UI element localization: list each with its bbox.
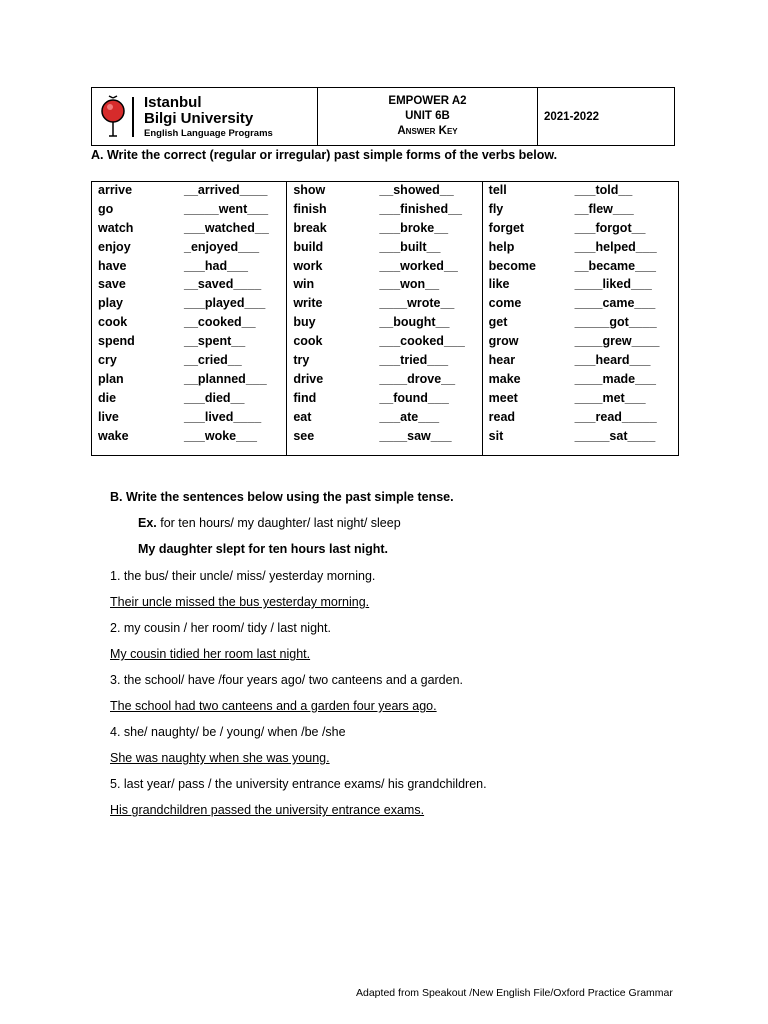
base-verb: read <box>488 409 516 424</box>
base-verb: enjoy <box>98 239 131 254</box>
base-verb: build <box>293 239 324 254</box>
exercise-answer: My cousin tidied her room last night. <box>110 647 311 661</box>
base-verb: cry <box>98 353 117 368</box>
base-verb: try <box>293 353 310 368</box>
base-verb: work <box>293 258 323 273</box>
logo-text <box>144 95 273 139</box>
past-form-answer: __arrived____ <box>184 183 268 197</box>
verb-row <box>287 353 481 372</box>
past-form-answer: __cooked__ <box>184 315 256 330</box>
verb-row <box>92 202 286 221</box>
past-form-answer: ___helped___ <box>574 239 657 254</box>
base-verb: tell <box>488 183 507 197</box>
base-verb: fly <box>488 201 504 216</box>
past-form-answer: ____drove__ <box>379 371 456 386</box>
past-form-answer: ___ate___ <box>379 409 440 424</box>
verb-row <box>92 296 286 315</box>
verb-row <box>92 183 286 202</box>
verb-row <box>287 315 481 334</box>
verb-row <box>287 429 481 448</box>
header-table <box>91 87 675 146</box>
exercise-answer: She was naughty when she was young. <box>110 751 330 765</box>
past-form-answer: _____went___ <box>184 201 269 216</box>
verb-row <box>92 391 286 410</box>
verb-column <box>92 182 287 455</box>
exercise-prompt: 3. the school/ have /four years ago/ two canteens and a garden. <box>110 673 464 687</box>
past-form-answer: ___lived____ <box>184 409 262 424</box>
past-form-answer: _enjoyed___ <box>184 239 260 254</box>
base-verb: go <box>98 201 114 216</box>
past-form-answer: __spent__ <box>184 334 246 349</box>
past-form-answer: ___told__ <box>574 183 633 197</box>
base-verb: become <box>488 258 536 273</box>
base-verb: spend <box>98 334 135 349</box>
base-verb: help <box>488 239 515 254</box>
verb-row <box>483 353 678 372</box>
academic-year: 2021-2022 <box>544 110 599 123</box>
base-verb: hear <box>488 353 516 368</box>
exercise-prompt: 2. my cousin / her room/ tidy / last night. <box>110 621 331 635</box>
base-verb: make <box>488 371 521 386</box>
base-verb: get <box>488 315 508 330</box>
past-form-answer: ___read_____ <box>574 409 657 424</box>
example-prompt <box>138 516 401 530</box>
exercise-answer: Their uncle missed the bus yesterday morning. <box>110 595 370 609</box>
past-form-answer: _____sat____ <box>574 428 656 443</box>
verb-row <box>287 183 481 202</box>
logo-line-1: Istanbul <box>144 93 202 111</box>
base-verb: eat <box>293 409 312 424</box>
section-a-instruction: A. Write the correct (regular or irregular) past simple forms of the verbs below. <box>91 148 558 162</box>
verb-row <box>92 277 286 296</box>
verb-row <box>287 334 481 353</box>
verb-row <box>287 391 481 410</box>
past-form-answer: ___broke__ <box>379 220 449 235</box>
past-form-answer: ___had___ <box>184 258 248 273</box>
verb-table <box>91 181 679 456</box>
base-verb: wake <box>98 428 129 443</box>
base-verb: die <box>98 390 117 405</box>
past-form-answer: ___built__ <box>379 239 441 254</box>
past-form-answer: ___worked__ <box>379 258 458 273</box>
course-title: EMPOWER A2 <box>388 95 467 107</box>
verb-row <box>483 429 678 448</box>
verb-row <box>92 240 286 259</box>
doc-type: Answer Key <box>397 125 458 137</box>
exercise-answer: The school had two canteens and a garden four years ago. <box>110 699 437 713</box>
base-verb: forget <box>488 220 525 235</box>
past-form-answer: ____saw___ <box>379 428 452 443</box>
past-form-answer: ___heard___ <box>574 353 651 368</box>
past-form-answer: ___played___ <box>184 296 266 311</box>
verb-row <box>483 410 678 429</box>
verb-row <box>287 202 481 221</box>
base-verb: finish <box>293 201 327 216</box>
verb-row <box>92 429 286 448</box>
past-form-answer: __bought__ <box>379 315 450 330</box>
base-verb: see <box>293 428 315 443</box>
base-verb: drive <box>293 371 324 386</box>
year-cell <box>538 88 674 145</box>
verb-row <box>287 410 481 429</box>
base-verb: arrive <box>98 183 133 197</box>
base-verb: grow <box>488 334 519 349</box>
base-verb: like <box>488 277 510 292</box>
verb-column <box>287 182 482 455</box>
example-prompt-text: for ten hours/ my daughter/ last night/ sleep <box>156 516 401 530</box>
logo-cell <box>92 88 318 145</box>
base-verb: play <box>98 296 124 311</box>
base-verb: sit <box>488 428 504 443</box>
verb-row <box>92 372 286 391</box>
verb-row <box>483 315 678 334</box>
exercise-prompt: 1. the bus/ their uncle/ miss/ yesterday morning. <box>110 569 376 583</box>
verb-row <box>287 277 481 296</box>
past-form-answer: ___tried___ <box>379 353 449 368</box>
past-form-answer: __showed__ <box>379 183 454 197</box>
verb-row <box>483 372 678 391</box>
exercise-prompt: 4. she/ naughty/ be / young/ when /be /she <box>110 725 346 739</box>
base-verb: write <box>293 296 323 311</box>
past-form-answer: ___woke___ <box>184 428 257 443</box>
verb-row <box>483 296 678 315</box>
verb-row <box>92 221 286 240</box>
title-cell <box>318 88 538 145</box>
verb-row <box>483 334 678 353</box>
past-form-answer: ____grew____ <box>574 334 660 349</box>
base-verb: show <box>293 183 326 197</box>
base-verb: plan <box>98 371 124 386</box>
base-verb: cook <box>98 315 128 330</box>
base-verb: save <box>98 277 126 292</box>
past-form-answer: ____met___ <box>574 390 646 405</box>
past-form-answer: _____got____ <box>574 315 657 330</box>
verb-row <box>483 391 678 410</box>
past-form-answer: __cried__ <box>184 353 242 368</box>
base-verb: have <box>98 258 127 273</box>
unit-title: UNIT 6B <box>405 110 450 122</box>
verb-row <box>287 259 481 278</box>
past-form-answer: ___died__ <box>184 390 245 405</box>
past-form-answer: ____came___ <box>574 296 656 311</box>
past-form-answer: __flew___ <box>574 201 634 216</box>
past-form-answer: ___forgot__ <box>574 220 646 235</box>
verb-row <box>287 240 481 259</box>
verb-row <box>92 410 286 429</box>
base-verb: find <box>293 390 317 405</box>
verb-row <box>483 183 678 202</box>
base-verb: win <box>293 277 315 292</box>
past-form-answer: __became___ <box>574 258 656 273</box>
past-form-answer: __planned___ <box>184 371 267 386</box>
example-label: Ex. <box>138 516 157 530</box>
past-form-answer: __found___ <box>379 390 449 405</box>
verb-row <box>92 315 286 334</box>
past-form-answer: ____liked___ <box>574 277 652 292</box>
verb-row <box>287 296 481 315</box>
verb-row <box>287 372 481 391</box>
past-form-answer: __saved____ <box>184 277 262 292</box>
verb-row <box>483 259 678 278</box>
example-answer: My daughter slept for ten hours last night. <box>138 542 389 556</box>
past-form-answer: ___watched__ <box>184 220 269 235</box>
logo-line-3: English Language Programs <box>144 127 273 139</box>
exercise-prompt: 5. last year/ pass / the university entrance exams/ his grandchildren. <box>110 777 487 791</box>
verb-row <box>483 240 678 259</box>
verb-row <box>287 221 481 240</box>
verb-row <box>483 202 678 221</box>
verb-row <box>92 334 286 353</box>
university-logo-icon <box>100 95 126 139</box>
base-verb: break <box>293 220 327 235</box>
base-verb: cook <box>293 334 323 349</box>
past-form-answer: ____made___ <box>574 371 656 386</box>
base-verb: live <box>98 409 119 424</box>
past-form-answer: ____wrote__ <box>379 296 455 311</box>
verb-row <box>92 259 286 278</box>
verb-row <box>92 353 286 372</box>
base-verb: come <box>488 296 522 311</box>
past-form-answer: ___finished__ <box>379 201 463 216</box>
logo-divider <box>132 97 134 137</box>
verb-row <box>483 221 678 240</box>
past-form-answer: ___cooked___ <box>379 334 465 349</box>
verb-row <box>483 277 678 296</box>
exercise-answer: His grandchildren passed the university entrance exams. <box>110 803 425 817</box>
verb-column <box>483 182 678 455</box>
footer-credit: Adapted from Speakout /New English File/Oxford Practice Grammar <box>356 987 673 999</box>
section-b-instruction: B. Write the sentences below using the past simple tense. <box>110 490 454 504</box>
base-verb: buy <box>293 315 316 330</box>
base-verb: meet <box>488 390 518 405</box>
past-form-answer: ___won__ <box>379 277 440 292</box>
base-verb: watch <box>98 220 134 235</box>
logo-line-2: Bilgi University <box>144 109 254 127</box>
